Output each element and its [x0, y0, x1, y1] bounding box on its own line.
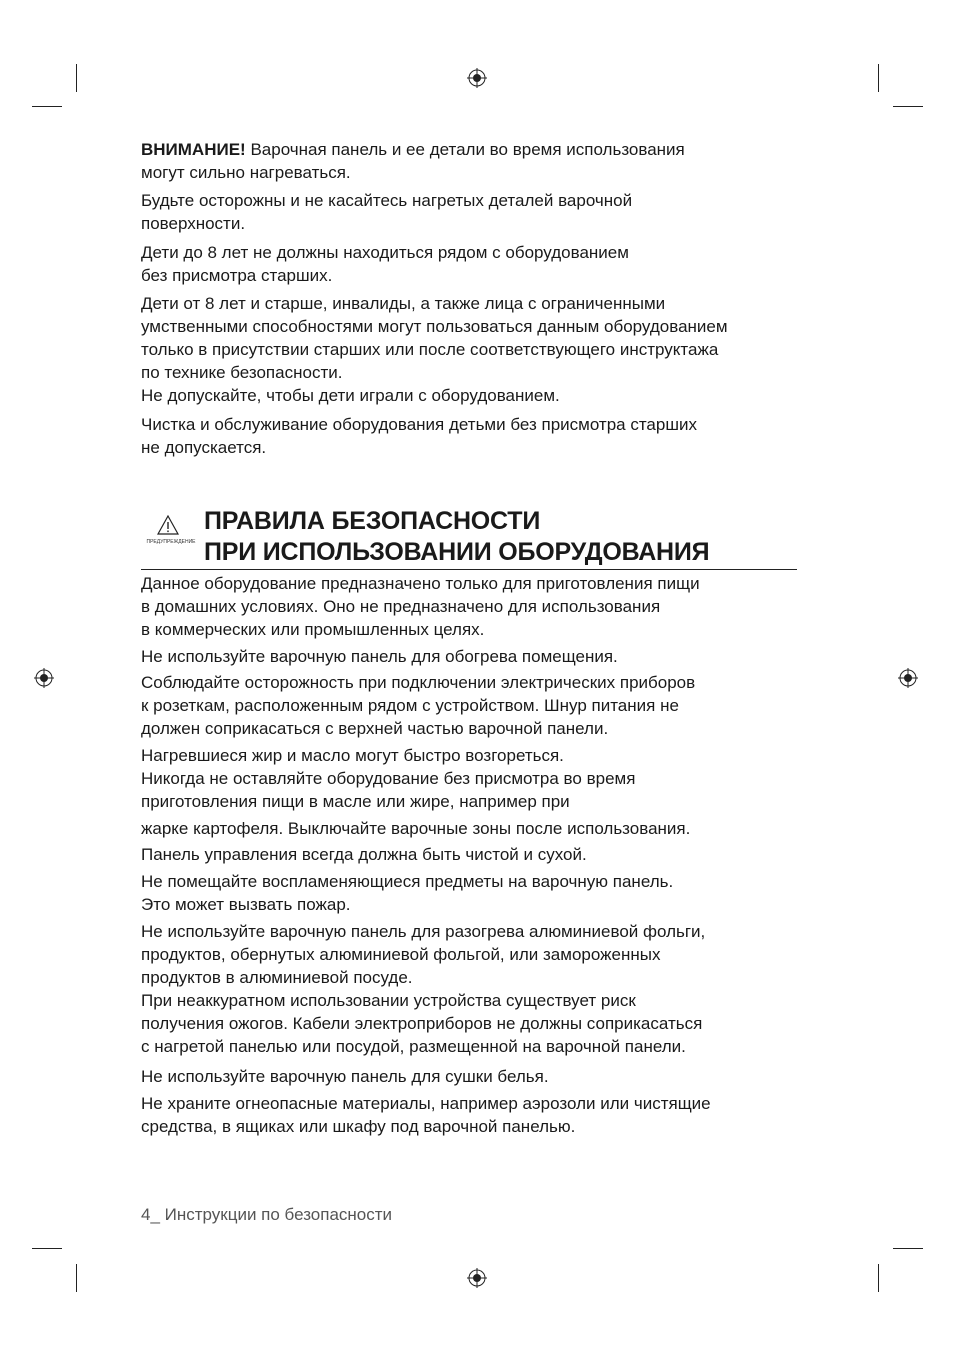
- warning-text: Варочная панель и ее детали во время использования могут сильно нагреваться.: [141, 140, 685, 182]
- paragraph: Дети до 8 лет не должны находиться рядом с оборудованием без присмотра старших.: [141, 243, 629, 285]
- warning-icon-label: ПРЕДУПРЕЖДЕНИЕ: [146, 539, 196, 545]
- crop-mark-top-left-h: [32, 106, 62, 107]
- paragraph: Данное оборудование предназначено только для приготовления пищи в домашних условиях. Оно не предназначено для использования в коммерческих или промышленных целях.: [141, 574, 700, 639]
- paragraph: Дети от 8 лет и старше, инвалиды, а также лица с ограниченными умственными способностями могут пользоваться данным оборудованием только в присутствии старших или после соответствующего инструктажа по технике безопасности. Не допускайте, чтобы дети играли с оборудованием.: [141, 294, 728, 405]
- paragraph: Не используйте варочную панель для обогрева помещения.: [141, 647, 618, 666]
- crop-mark-top-right-v: [878, 64, 879, 92]
- paragraph: Не храните огнеопасные материалы, например аэрозоли или чистящие средства, в ящиках или шкафу под варочной панелью.: [141, 1094, 711, 1136]
- crop-mark-top-right-h: [893, 106, 923, 107]
- registration-mark-icon: [34, 668, 54, 688]
- crop-mark-top-left-v: [76, 64, 77, 92]
- paragraph: Чистка и обслуживание оборудования детьми без присмотра старших не допускается.: [141, 415, 697, 457]
- warning-bold-label: ВНИМАНИЕ!: [141, 140, 246, 159]
- warning-triangle-icon: [157, 515, 179, 535]
- paragraph: Не помещайте воспламеняющиеся предметы на варочную панель. Это может вызвать пожар.: [141, 872, 674, 914]
- warning-paragraph: [141, 138, 685, 184]
- paragraph: Соблюдайте осторожность при подключении электрических приборов к розеткам, расположенным рядом с устройством. Шнур питания не должен соприкасаться с верхней частью варочной панели.: [141, 673, 696, 738]
- crop-mark-bottom-right-h: [893, 1248, 923, 1249]
- paragraph: Будьте осторожны и не касайтесь нагретых деталей варочной поверхности.: [141, 191, 633, 233]
- registration-mark-icon: [467, 68, 487, 88]
- registration-mark-icon: [898, 668, 918, 688]
- title-rule: [141, 569, 797, 570]
- paragraph: Не используйте варочную панель для сушки белья.: [141, 1067, 549, 1086]
- paragraph: Нагревшиеся жир и масло могут быстро возгореться. Никогда не оставляйте оборудование без присмотра во время приготовления пищи в масле или жире, например при: [141, 746, 636, 811]
- registration-mark-icon: [467, 1268, 487, 1288]
- section-title: ПРАВИЛА БЕЗОПАСНОСТИ ПРИ ИСПОЛЬЗОВАНИИ ОБОРУДОВАНИЯ: [204, 507, 710, 566]
- page-footer: 4_ Инструкции по безопасности: [141, 1205, 393, 1224]
- paragraph: жарке картофеля. Выключайте варочные зоны после использования.: [141, 819, 691, 838]
- crop-mark-bottom-right-v: [878, 1264, 879, 1292]
- paragraph: Панель управления всегда должна быть чистой и сухой.: [141, 845, 587, 864]
- paragraph: Не используйте варочную панель для разогрева алюминиевой фольги, продуктов, обернутых алюминиевой фольгой, или замороженных продуктов в алюминиевой посуде. При неаккуратном использовании устройства существует риск получения ожогов. Кабели электроприборов не должны соприкасаться с нагретой панелью или посудой, размещенной на варочной панели.: [141, 922, 706, 1056]
- crop-mark-bottom-left-h: [32, 1248, 62, 1249]
- crop-mark-bottom-left-v: [76, 1264, 77, 1292]
